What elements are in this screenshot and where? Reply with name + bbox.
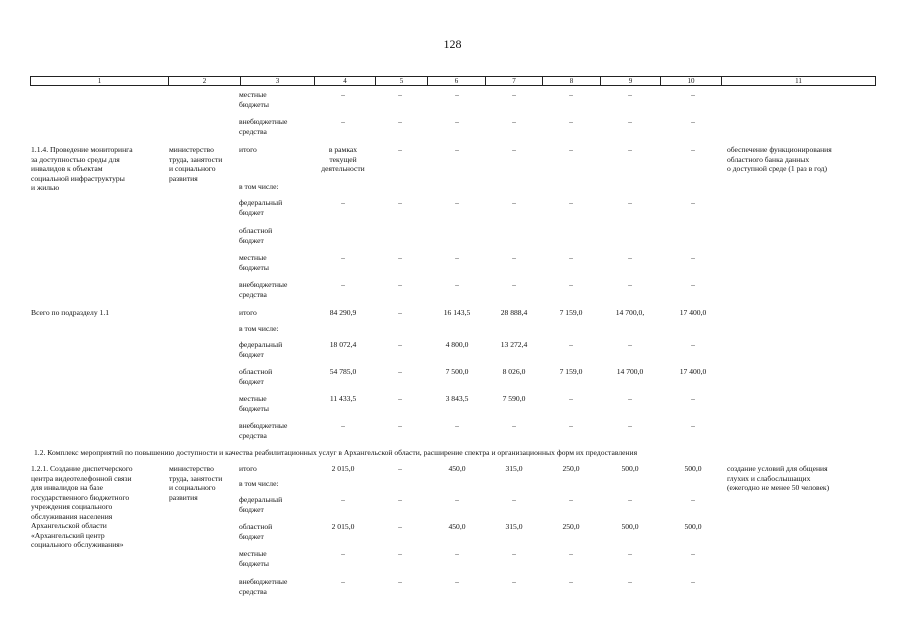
item-1-2-1-regional-col8: 250,0: [562, 522, 580, 531]
item-1-2-1-total-col9: 500,0: [621, 464, 639, 473]
item-1-2-1-regional-col9: 500,0: [621, 522, 639, 531]
subtotal-local-col9: –: [628, 394, 632, 403]
cell-dash: –: [569, 253, 573, 262]
cell-dash: –: [455, 90, 459, 99]
row-label-regional-budget: областной бюджет: [239, 522, 273, 541]
cell-dash: –: [569, 145, 573, 154]
cell-dash: –: [691, 280, 695, 289]
row-label-total: итого: [239, 308, 257, 317]
cell-dash: –: [691, 253, 695, 262]
subtotal-total-col10: 17 400,0: [679, 308, 707, 317]
subtotal-regional-col6: 7 500,0: [445, 367, 469, 376]
cell-dash: –: [455, 117, 459, 126]
row-label-extra-budget: внебюджетные средства: [239, 577, 288, 596]
item-1-2-1-federal-col4: –: [341, 495, 345, 504]
cell-dash: –: [569, 117, 573, 126]
subtotal-extra-col7: –: [512, 421, 516, 430]
item-1-2-1-total-col6: 450,0: [448, 464, 466, 473]
subtotal-local-col8: –: [569, 394, 573, 403]
cell-dash: –: [512, 90, 516, 99]
item-1-2-1-local-col7: –: [512, 549, 516, 558]
subtotal-extra-col4: –: [341, 421, 345, 430]
header-col-9: 9: [600, 77, 660, 85]
cell-dash: –: [628, 145, 632, 154]
row-label-including: в том числе:: [239, 182, 279, 191]
item-1-1-4-col4: в рамках текущей деятельности: [321, 145, 365, 173]
item-1-2-1-regional-col6: 450,0: [448, 522, 466, 531]
cell-dash: –: [455, 280, 459, 289]
cell-dash: –: [569, 280, 573, 289]
cell-dash: –: [341, 90, 345, 99]
subtotal-total-col7: 28 888,4: [500, 308, 528, 317]
cell-dash: –: [398, 117, 402, 126]
cell-dash: –: [691, 145, 695, 154]
cell-dash: –: [398, 280, 402, 289]
item-1-2-1-extra-col4: –: [341, 577, 345, 586]
cell-dash: –: [691, 117, 695, 126]
subtotal-total-col9: 14 700,0,: [615, 308, 645, 317]
row-label-regional-budget: областной бюджет: [239, 226, 273, 245]
row-label-including: в том числе:: [239, 479, 279, 488]
item-1-2-1-extra-col7: –: [512, 577, 516, 586]
subtotal-total-col5: –: [398, 308, 402, 317]
subtotal-local-col6: 3 843,5: [445, 394, 469, 403]
subtotal-1-1-title: Всего по подразделу 1.1: [31, 308, 110, 317]
cell-dash: –: [398, 253, 402, 262]
subtotal-federal-col8: –: [569, 340, 573, 349]
item-1-2-1-regional-col10: 500,0: [684, 522, 702, 531]
item-1-2-1-local-col10: –: [691, 549, 695, 558]
subtotal-regional-col8: 7 159,0: [559, 367, 583, 376]
row-label-local-budgets: местные бюджеты: [239, 549, 269, 568]
item-1-2-1-total-col4: 2 015,0: [331, 464, 355, 473]
row-label-extra-budget: внебюджетные средства: [239, 280, 288, 299]
section-1-2-heading: 1.2. Комплекс мероприятий по повышению доступности и качества реабилитационных услуг в Архангельской области, расширение спектра и организационных форм их предоставления: [34, 448, 638, 457]
subtotal-total-col6: 16 143,5: [443, 308, 471, 317]
cell-dash: –: [455, 253, 459, 262]
subtotal-regional-col5: –: [398, 367, 402, 376]
header-col-2: 2: [168, 77, 240, 85]
table-header: [30, 76, 876, 86]
subtotal-federal-col6: 4 800,0: [445, 340, 469, 349]
item-1-2-1-regional-col5: –: [398, 522, 402, 531]
item-1-2-1-extra-col5: –: [398, 577, 402, 586]
header-col-8: 8: [542, 77, 600, 85]
item-1-2-1-federal-col6: –: [455, 495, 459, 504]
subtotal-regional-col7: 8 026,0: [502, 367, 526, 376]
header-col-3: 3: [240, 77, 314, 85]
cell-dash: –: [628, 253, 632, 262]
item-1-2-1-total-col8: 250,0: [562, 464, 580, 473]
page-number: 128: [443, 37, 462, 51]
cell-dash: –: [341, 198, 345, 207]
cell-dash: –: [512, 253, 516, 262]
cell-dash: –: [691, 198, 695, 207]
item-1-2-1-result: создание условий для общения глухих и слабослышащих (ежегодно не менее 50 человек): [727, 464, 830, 492]
subtotal-federal-col4: 18 072,4: [329, 340, 357, 349]
item-1-2-1-local-col9: –: [628, 549, 632, 558]
cell-dash: –: [398, 90, 402, 99]
subtotal-local-col4: 11 433,5: [329, 394, 357, 403]
cell-dash: –: [569, 90, 573, 99]
subtotal-federal-col7: 13 272,4: [500, 340, 528, 349]
item-1-2-1-federal-col5: –: [398, 495, 402, 504]
cell-dash: –: [628, 198, 632, 207]
cell-dash: –: [398, 145, 402, 154]
row-label-total: итого: [239, 464, 257, 473]
row-label-extra-budget: внебюджетные средства: [239, 117, 288, 136]
header-col-10: 10: [660, 77, 721, 85]
item-1-2-1-extra-col9: –: [628, 577, 632, 586]
header-col-7: 7: [485, 77, 542, 85]
cell-dash: –: [628, 117, 632, 126]
row-label-federal-budget: федеральный бюджет: [239, 198, 283, 217]
subtotal-local-col10: –: [691, 394, 695, 403]
item-1-2-1-regional-col4: 2 015,0: [331, 522, 355, 531]
row-label-extra-budget: внебюджетные средства: [239, 421, 288, 440]
item-1-2-1-extra-col6: –: [455, 577, 459, 586]
row-label-local-budgets: местные бюджеты: [239, 394, 269, 413]
item-1-2-1-regional-col7: 315,0: [505, 522, 523, 531]
item-1-2-1-local-col6: –: [455, 549, 459, 558]
item-1-2-1-local-col4: –: [341, 549, 345, 558]
subtotal-regional-col4: 54 785,0: [329, 367, 357, 376]
subtotal-total-col8: 7 159,0: [559, 308, 583, 317]
header-col-11: 11: [721, 77, 875, 85]
row-label-local-budgets: местные бюджеты: [239, 90, 269, 109]
item-1-2-1-federal-col7: –: [512, 495, 516, 504]
subtotal-extra-col10: –: [691, 421, 695, 430]
item-1-2-1-total-col7: 315,0: [505, 464, 523, 473]
header-col-1: 1: [97, 77, 102, 85]
row-label-including: в том числе:: [239, 324, 279, 333]
item-1-2-1-total-col5: –: [398, 464, 402, 473]
item-1-2-1-local-col8: –: [569, 549, 573, 558]
cell-dash: –: [691, 90, 695, 99]
cell-dash: –: [341, 280, 345, 289]
cell-dash: –: [341, 117, 345, 126]
item-1-2-1-local-col5: –: [398, 549, 402, 558]
row-label-federal-budget: федеральный бюджет: [239, 340, 283, 359]
subtotal-extra-col8: –: [569, 421, 573, 430]
subtotal-total-col4: 84 290,9: [329, 308, 357, 317]
item-1-2-1-extra-col8: –: [569, 577, 573, 586]
cell-dash: –: [398, 198, 402, 207]
cell-dash: –: [512, 117, 516, 126]
header-col-6: 6: [427, 77, 485, 85]
subtotal-local-col7: 7 590,0: [502, 394, 526, 403]
item-1-2-1-federal-col10: –: [691, 495, 695, 504]
subtotal-regional-col9: 14 700,0: [616, 367, 644, 376]
cell-dash: –: [455, 198, 459, 207]
subtotal-extra-col9: –: [628, 421, 632, 430]
header-col-5: 5: [375, 77, 427, 85]
cell-dash: –: [512, 198, 516, 207]
item-1-2-1-total-col10: 500,0: [684, 464, 702, 473]
item-1-1-4-executor: министерство труда, занятости и социального развития: [169, 145, 223, 183]
subtotal-regional-col10: 17 400,0: [679, 367, 707, 376]
cell-dash: –: [455, 145, 459, 154]
item-1-2-1-title: 1.2.1. Создание диспетчерского центра видеотелефонной связи для инвалидов на базе государственного бюджетного учреждения социального обслуживания населения Архангельской области «Архангельский центр социального обслуживания»: [31, 464, 133, 549]
row-label-local-budgets: местные бюджеты: [239, 253, 269, 272]
cell-dash: –: [628, 90, 632, 99]
item-1-1-4-title: 1.1.4. Проведение мониторинга за доступностью среды для инвалидов к объектам социальной инфраструктуры и жилью: [31, 145, 133, 192]
cell-dash: –: [512, 280, 516, 289]
item-1-1-4-result: обеспечение функционирования областного банка данных о доступной среде (1 раз в год): [727, 145, 832, 173]
item-1-2-1-federal-col9: –: [628, 495, 632, 504]
item-1-2-1-federal-col8: –: [569, 495, 573, 504]
item-1-2-1-executor: министерство труда, занятости и социального развития: [169, 464, 223, 502]
subtotal-federal-col10: –: [691, 340, 695, 349]
header-col-4: 4: [314, 77, 375, 85]
subtotal-extra-col5: –: [398, 421, 402, 430]
cell-dash: –: [341, 253, 345, 262]
subtotal-federal-col9: –: [628, 340, 632, 349]
row-label-total: итого: [239, 145, 257, 154]
row-label-federal-budget: федеральный бюджет: [239, 495, 283, 514]
cell-dash: –: [628, 280, 632, 289]
subtotal-local-col5: –: [398, 394, 402, 403]
cell-dash: –: [512, 145, 516, 154]
item-1-2-1-extra-col10: –: [691, 577, 695, 586]
row-label-regional-budget: областной бюджет: [239, 367, 273, 386]
subtotal-federal-col5: –: [398, 340, 402, 349]
subtotal-extra-col6: –: [455, 421, 459, 430]
cell-dash: –: [569, 198, 573, 207]
